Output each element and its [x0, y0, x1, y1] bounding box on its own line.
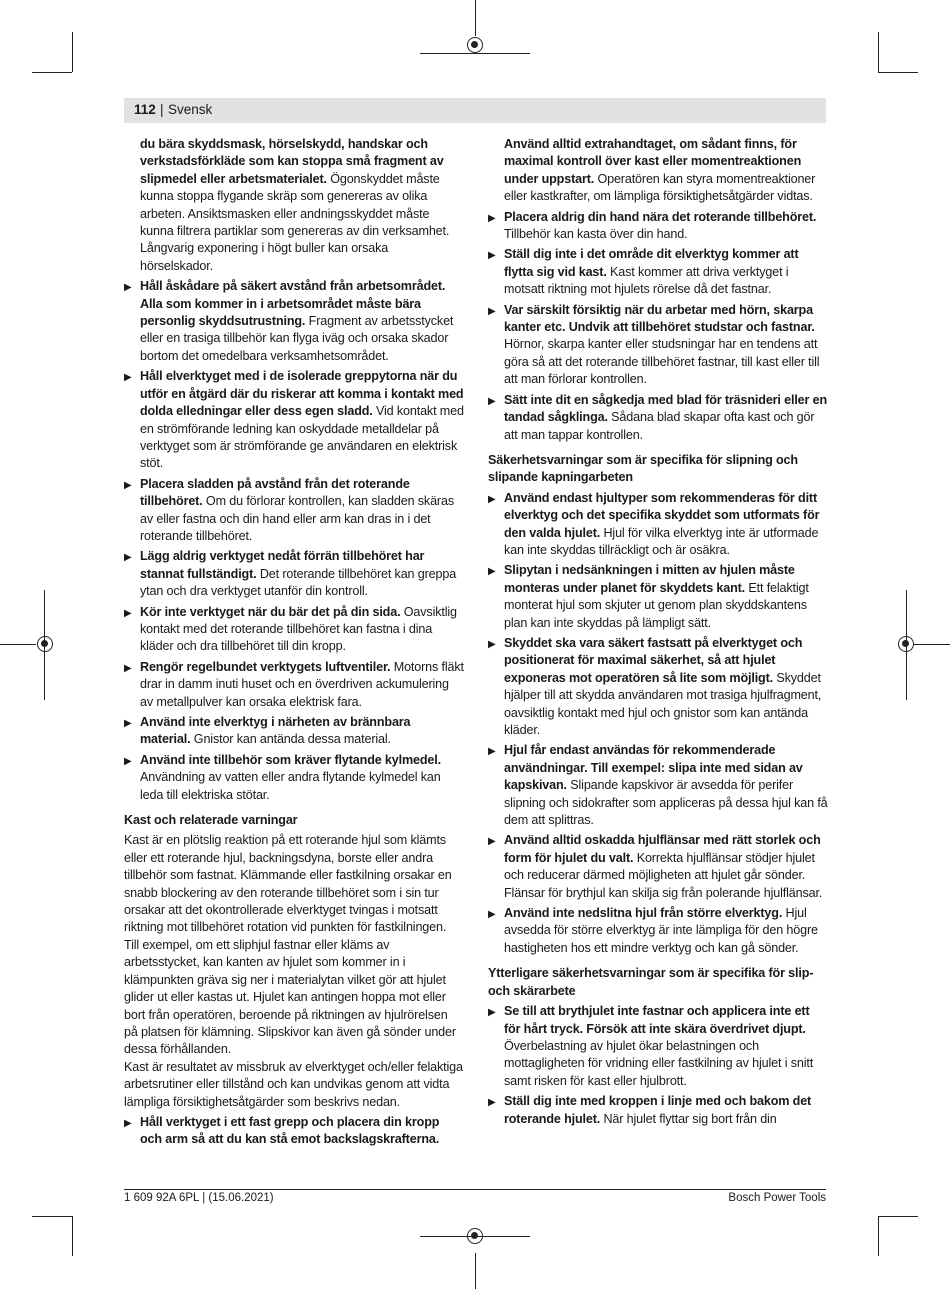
- warning-item: ▶ Skyddet ska vara säkert fastsatt på elverktyget och positionerat för maximal säkerhet, så att hjulet exponeras mot operatören så lite som möjligt. Skyddet hjälper till att skydda användaren mot trasiga hjulfragment, oavsiktlig kontakt med hjul och gnistor som kan antända kläder.: [488, 635, 828, 739]
- crop-mark: [878, 1216, 879, 1256]
- warning-item: ▶ Slipytan i nedsänkningen i mitten av hjulen måste monteras under planet för skyddets kant. Ett felaktigt monterat hjul som skjuter ut genom plan skyddskantens plan kan inte skyddas på lämpligt sätt.: [488, 562, 828, 632]
- warning-item: ▶ Använd inte nedslitna hjul från större elverktyg. Hjul avsedda för större elverktyg är inte lämpliga för den högre hastigheten hos ett mindre verktyg och kan gå sönder.: [488, 905, 828, 957]
- section-heading: Kast och relaterade varningar: [124, 813, 298, 828]
- warning-item: ▶ Placera sladden på avstånd från det roterande tillbehöret. Om du förlorar kontrollen, kan sladden skäras av eller fastna och din hand eller arm kan dras in i det roterande tillbehöret.: [124, 476, 464, 546]
- warning-item: ▶ Rengör regelbundet verktygets luftventiler. Motorns fläkt drar in damm inuti huset och en överdriven ackumulering av metallpulver kan orsaka elektrisk fara.: [124, 659, 464, 711]
- header-separator: |: [160, 102, 164, 117]
- continued-paragraph: du bära skyddsmask, hörselskydd, handskar och verkstadsförkläde som kan stoppa små fragment av slipmedel eller arbetsmaterialet. Ögonskyddet måste kunna stoppa flygande skräp som genereras av olika arbeten. Ansiktsmasken eller andningsskyddet måste kunna filtrera partiklar som genereras av din verksamhet. Långvarig exponering i högt buller kan orsaka hörselskador.: [140, 137, 450, 273]
- footer-doc-id: 1 609 92A 6PL | (15.06.2021): [124, 1192, 274, 1204]
- registration-mark-icon: [898, 636, 914, 652]
- crop-mark: [914, 644, 950, 645]
- registration-mark-icon: [467, 1228, 483, 1244]
- crop-mark: [72, 32, 73, 72]
- crop-mark: [475, 0, 476, 36]
- crop-mark: [0, 644, 36, 645]
- warning-item: ▶ Kör inte verktyget när du bär det på din sida. Oavsiktlig kontakt med det roterande tillbehöret kan fastna i dina kläder och dra tillbehöret till din kropp.: [124, 604, 464, 656]
- footer-brand: Bosch Power Tools: [728, 1192, 826, 1204]
- warning-item: ▶ Se till att brythjulet inte fastnar och applicera inte ett för hårt tryck. Försök att inte skära överdrivet djupt. Överbelastning av hjulet ökar belastningen och mottagligheten för vridning eller fastkilning av hjulet i snitt samt risken för kast eller hjulbrott.: [488, 1003, 828, 1090]
- warning-item: ▶ Var särskilt försiktig när du arbetar med hörn, skarpa kanter etc. Undvik att tillbehöret studstar och fastnar. Hörnor, skarpa kanter eller studsningar har en tendens att göra så att det roterande tillbehöret fastnar, till kast eller till att man förlorar kontrollen.: [488, 302, 828, 389]
- crop-mark: [32, 72, 72, 73]
- crop-mark: [878, 72, 918, 73]
- crop-mark: [475, 1253, 476, 1289]
- warning-item: ▶ Sätt inte dit en sågkedja med blad för träsnideri eller en tandad sågklinga. Sådana blad skapar ofta kast och gör att man tappar kontrollen.: [488, 392, 828, 444]
- left-column: [124, 136, 464, 1149]
- crop-mark: [32, 1216, 72, 1217]
- registration-mark-icon: [37, 636, 53, 652]
- body-paragraph: Kast är en plötslig reaktion på ett roterande hjul som klämts eller ett roterande hjul, backningsdyna, borste eller andra tillbehör som fastnat. Klämmande eller fastkilning orsakar en snabb blockering av den roterande tillbehöret som i sin tur orsakar att det okontrollerade elverktyget tvingas i motsatt riktning mot tillbehöret rotation vid punkten för fastkilningen.: [124, 833, 452, 935]
- warning-item: ▶ Håll verktyget i ett fast grepp och placera din kropp och arm så att du kan stå emot backslagskrafterna.: [124, 1114, 464, 1149]
- footer-rule: [124, 1189, 826, 1190]
- crop-mark: [878, 32, 879, 72]
- warning-item: ▶ Använd alltid oskadda hjulflänsar med rätt storlek och form för hjulet du valt. Korrekta hjulflänsar stödjer hjulet och reducerar därmed möjligheten att hjulet går sönder. Flänsar för brythjul kan skilja sig från polerande hjulflänsar.: [488, 832, 828, 902]
- page-header: [124, 98, 826, 123]
- page-number: 112: [134, 102, 156, 117]
- body-paragraph: Till exempel, om ett sliphjul fastnar eller kläms av arbetsstycket, kan kanten av hjulet som kommer in i klämpunkten gräva sig ner i materialytan vilket gör att hjulet glider ut eller kastas ut. Hjulet kan antingen hoppa mot eller bort från operatören, beroende på riktningen av hjulrörelsen på platsen för klämning. Slipskivor kan även gå sönder under dessa förhållanden.: [124, 937, 456, 1057]
- warning-item: ▶ Håll åskådare på säkert avstånd från arbetsområdet. Alla som kommer in i arbetsområdet måste bära personlig skyddsutrustning. Fragment av arbetsstycket eller en trasiga tillbehör kan flyga iväg och orsaka skador bortom det omedelbara verksamhetsområdet.: [124, 278, 464, 365]
- crop-mark: [420, 53, 530, 54]
- section-heading: Säkerhetsvarningar som är specifika för slipning och slipande kapningarbeten: [488, 452, 798, 485]
- warning-item: ▶ Använd endast hjultyper som rekommenderas för ditt elverktyg och det specifika skyddet som utformats för den valda hjulet. Hjul för vilka elverktyg inte är utformade kan inte skyddas tillräckligt och är osäkra.: [488, 490, 828, 560]
- warning-item: ▶ Använd inte elverktyg i närheten av brännbara material. Gnistor kan antända dessa material.: [124, 714, 464, 749]
- registration-mark-icon: [467, 37, 483, 53]
- warning-item: ▶ Hjul får endast användas för rekommenderade användningar. Till exempel: slipa inte med sidan av kapskivan. Slipande kapskivor är avsedda för perifer slipning och sidokrafter som appliceras på dessa hjul kan få dem att splittras.: [488, 742, 828, 829]
- right-column: [488, 136, 828, 1128]
- warning-item: ▶ Håll elverktyget med i de isolerade greppytorna när du utför en åtgärd där du riskerar att komma i kontakt med dolda elledningar eller dess egen sladd. Vid kontakt med en strömförande ledning kan oskyddade metalldelar på verktyget som är strömförande ge användaren en elektrisk stöt.: [124, 368, 464, 472]
- continued-paragraph: Använd alltid extrahandtaget, om sådant finns, för maximal kontroll över kast eller momentreaktionen under uppstart. Operatören kan styra momentreaktioner eller kastkrafter, om lämpliga försiktighetsåtgärder vidtas.: [504, 137, 816, 204]
- body-paragraph: Kast är resultatet av missbruk av elverktyget och/eller felaktiga arbetsrutiner eller tillstånd och kan undvikas genom att vidta lämpliga försiktighetsåtgärder som beskrivs nedan.: [124, 1059, 463, 1109]
- crop-mark: [72, 1216, 73, 1256]
- header-language: Svensk: [168, 102, 213, 117]
- warning-item: ▶ Ställ dig inte i det område dit elverktyg kommer att flytta sig vid kast. Kast kommer att driva verktyget i motsatt riktning mot hjulets rörelse då det fastnar.: [488, 246, 828, 298]
- warning-item: ▶ Placera aldrig din hand nära det roterande tillbehöret. Tillbehör kan kasta över din hand.: [488, 209, 828, 244]
- warning-item: ▶ Lägg aldrig verktyget nedåt förrän tillbehöret har stannat fullständigt. Det roterande tillbehöret kan greppa ytan och dra verktyget utanför din kontroll.: [124, 548, 464, 600]
- warning-item: ▶ Använd inte tillbehör som kräver flytande kylmedel. Användning av vatten eller andra flytande kylmedel kan leda till elektriska stötar.: [124, 752, 464, 804]
- section-heading: Ytterligare säkerhetsvarningar som är specifika för slip- och skärarbete: [488, 966, 814, 998]
- crop-mark: [878, 1216, 918, 1217]
- warning-item: ▶ Ställ dig inte med kroppen i linje med och bakom det roterande hjulet. När hjulet flyttar sig bort från din: [488, 1093, 828, 1128]
